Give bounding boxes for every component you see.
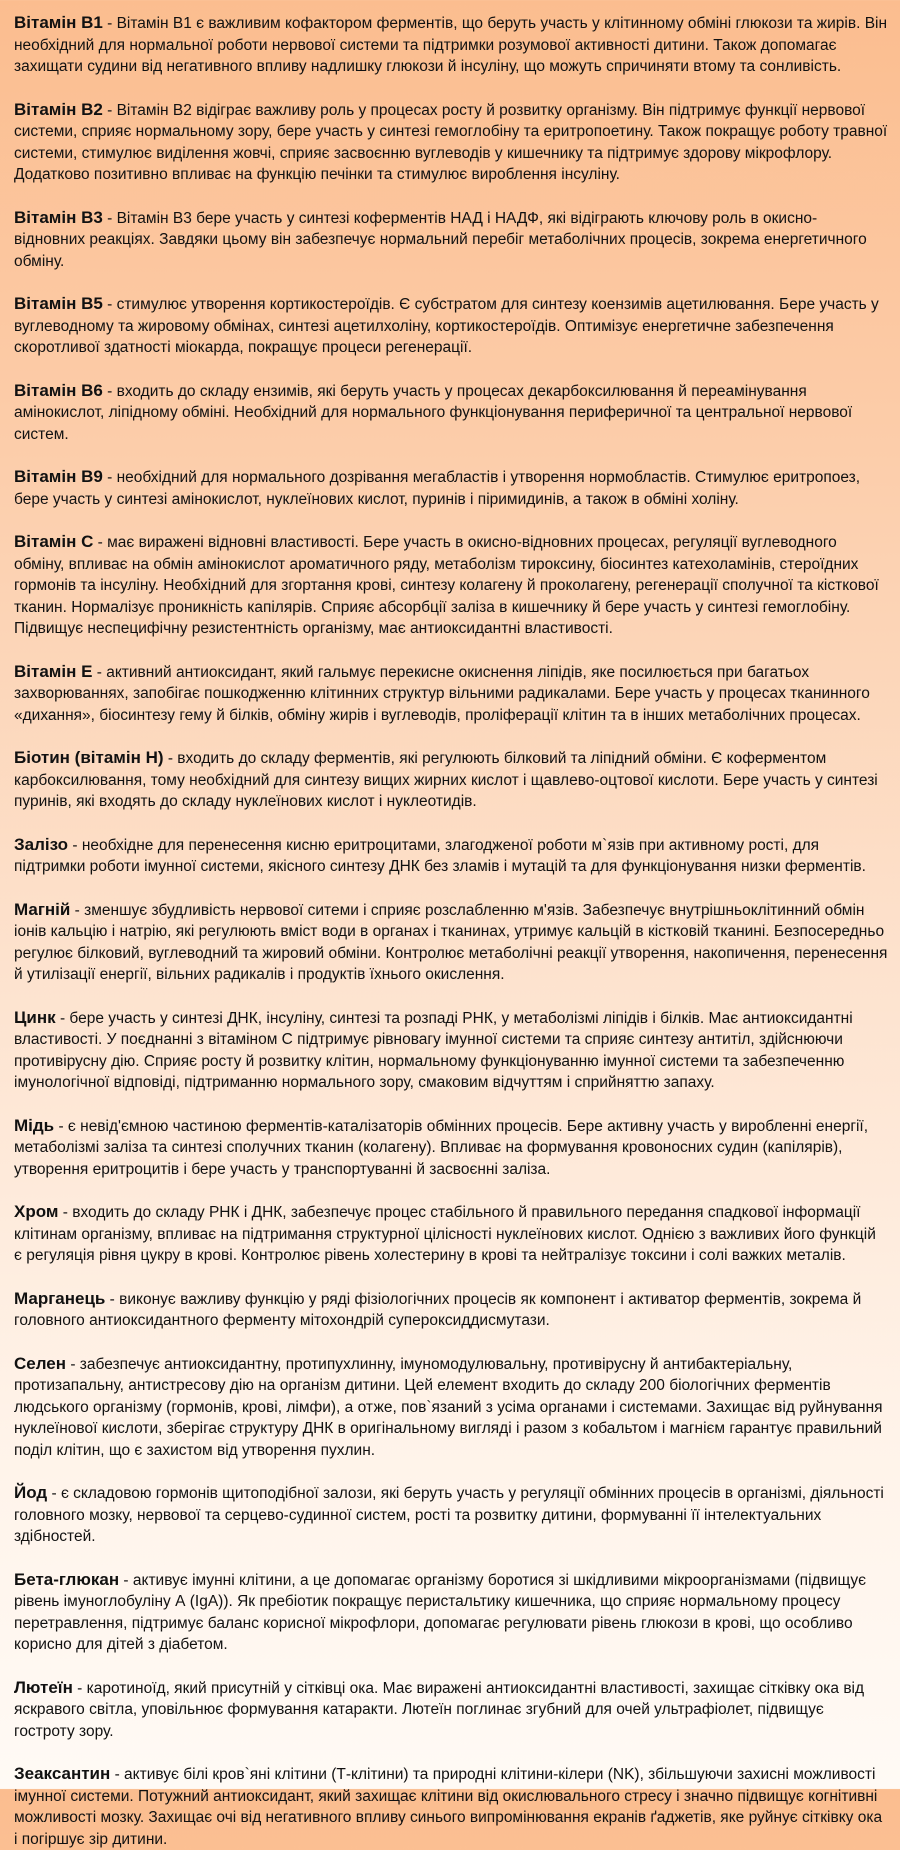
nutrient-name: Хром	[14, 1202, 59, 1221]
nutrient-description: - Вітамін В1 є важливим кофактором ферментів, що беруть участь у клітинному обміні глюкози та жирів. Він необхідний для нормальної роботи нервової системи та підтримки розумової активності дитини. Також допомагає захищати судини від негативного впливу надлишку глюкози й інсуліну, що можуть спричиняти втому та сонливість.	[14, 15, 888, 75]
nutrient-name: Вітамін Е	[14, 661, 93, 681]
nutrient-name: Лютеїн	[14, 1677, 73, 1697]
nutrient-item-biotin	[14, 747, 888, 813]
nutrient-name: Біотин (вітамін Н)	[14, 748, 164, 767]
nutrient-description: - необхідний для нормального дозрівання мегабластів і утворення нормобластів. Стимулює еритропоез, бере участь у синтезі амінокислот, нуклеїнових кислот, пуринів і піримидинів, а також в обміні холіну.	[14, 469, 861, 508]
nutrient-name: Зеаксантин	[14, 1764, 111, 1783]
nutrient-name: Марганець	[14, 1288, 106, 1308]
nutrient-item-chromium	[14, 1201, 888, 1267]
nutrient-item-iron	[14, 834, 888, 878]
nutrient-name: Вітамін С	[14, 532, 94, 551]
nutrient-item-iodine	[14, 1482, 888, 1548]
nutrient-item-magnesium	[14, 899, 888, 986]
nutrient-description: - зменшує збудливість нервової ситеми і сприяє розслабленню м'язів. Забезпечує внутрішньоклітинний обмін іонів кальцію і натрію, які регулюють вміст води в органах і тканинах, утримує кальцій в кістковій тканині. Безпосередньо регулює білковий, вуглеводний та жировий обміни. Контролює метаболічні реакції утворення, накопичення, перенесення й утилізації енергії, вільних радикалів і продуктів їхнього окислення.	[14, 901, 888, 983]
nutrient-item-b1	[14, 12, 888, 78]
nutrient-item-b5	[14, 293, 888, 359]
nutrient-description: - активує імунні клітини, а це допомагає організму боротися зі шкідливими мікроорганізмами (підвищує рівень імуноглобуліну А (IgA)). Як пребіотик покращує перистальтику кишечника, що сприяє нормальному процесу перетравлення, підтримує баланс корисної мікрофлори, допомагає регулювати рівень глюкози в крові, що особливо корисно для дітей з діабетом.	[14, 1571, 867, 1653]
nutrient-item-b3	[14, 207, 888, 273]
nutrient-description: - необхідне для перенесення кисню еритроцитами, злагодженої роботи м`язів при активному рості, для підтримки роботи імунної системи, якісного синтезу ДНК без зламів і мутацій та для функціонування низки ферментів.	[14, 836, 866, 875]
nutrient-description: - є складовою гормонів щитоподібної залози, які беруть участь у регуляції обмінних процесів в організмі, діяльності головного мозку, нервової та серцево-судинної систем, рості та розвитку дитини, формуванні її інтелектуальних здібностей.	[14, 1485, 884, 1545]
nutrient-description: - бере участь у синтезі ДНК, інсуліну, синтезі та розпаді РНК, у метаболізмі ліпідів і білків. Має антиоксидантні властивості. У поєднанні з вітаміном С підтримує рівновагу імунної системи та сприяє синтезу антитіл, здійснюючи противірусну дію. Сприяє росту й розвитку клітин, нормальному функціонуванню імунної системи та забезпеченню імунологічної відповіді, підтриманню нормального зору, смаковим відчуттям і сприйняттю запаху.	[14, 1009, 853, 1091]
nutrient-name: Мідь	[14, 1115, 55, 1135]
nutrient-description: - входить до складу ферментів, які регулюють білковий та ліпідний обміни. Є коферментом карбоксилювання, тому необхідний для синтезу вищих жирних кислот і щавлево-оцтової кислоти. Бере участь у синтезі пуринів, які входять до складу нуклеїнових кислот і нуклеотидів.	[14, 750, 878, 810]
nutrient-item-c	[14, 531, 888, 640]
nutrient-name: Вітамін В5	[14, 294, 103, 313]
nutrient-name: Магній	[14, 899, 71, 919]
nutrient-item-beta-glucan	[14, 1569, 888, 1656]
nutrient-description: - активний антиоксидант, який гальмує перекисне окиснення ліпідів, яке посилюється при багатьох захворюваннях, запобігає пошкодженню клітинних структур вільними радикалами. Бере участь у процесах тканинного «дихання», біосинтезу гему й білків, обміну жирів і вуглеводів, проліферації клітин та в інших метаболічних процесах.	[14, 663, 870, 724]
nutrient-description: - забезпечує антиоксидантну, протипухлинну, імуномодулювальну, противірусну й антибактеріальну, протизапальну, антистресову дію на організм дитини. Цей елемент входить до складу 200 біологічних ферментів людського організму (гормонів, крові, лімфи), а отже, пов`язаний з усіма органами і системами. Захищає від руйнування нуклеїнової кислоти, зберігає структуру ДНК в оригінальному вигляді і разом з кобальтом і магнієм гарантує правильний поділ клітин, що є захистом від утворення пухлин.	[14, 1355, 883, 1459]
nutrient-description: - каротиноїд, який присутній у сітківці ока. Має виражені антиоксидантні властивості, захищає сітківку ока від яскравого світла, уповільнює формування катаракти. Лютеїн поглинає згубний для очей ультрафіолет, підвищує гостроту зору.	[14, 1679, 865, 1740]
nutrient-description: - стимулює утворення кортикостероїдів. Є субстратом для синтезу коензимів ацетилювання. Бере участь у вуглеводному та жировому обмінах, синтезі ацетилхоліну, кортикостероїдів. Оптимізує енергетичне забезпечення скоротливої здатності міокарда, покращує процеси регенерації.	[14, 296, 879, 356]
nutrient-item-lutein	[14, 1677, 888, 1743]
nutrient-item-b2	[14, 99, 888, 186]
nutrient-name: Вітамін В9	[14, 467, 103, 486]
nutrient-item-copper	[14, 1115, 888, 1181]
nutrient-item-b6	[14, 380, 888, 446]
nutrient-name: Цинк	[14, 1007, 56, 1027]
nutrient-name: Вітамін В3	[14, 207, 103, 227]
nutrient-name: Бета-глюкан	[14, 1569, 120, 1589]
nutrient-description: - виконує важливу функцію у ряді фізіологічних процесів як компонент і активатор ферментів, зокрема й головного антиоксидантного ферменту мітохондрій супероксиддисмутази.	[14, 1290, 862, 1329]
nutrient-name: Вітамін В1	[14, 13, 103, 32]
nutrient-name: Вітамін В2	[14, 99, 103, 119]
nutrient-name: Селен	[14, 1353, 67, 1373]
nutrient-item-e	[14, 661, 888, 727]
nutrient-item-zinc	[14, 1007, 888, 1094]
nutrient-description: - входить до складу РНК і ДНК, забезпечує процес стабільного й правильного передання спадкової інформації клітинам організму, впливає на підтримання структурної цілісності нуклеїнових кислот. Однією з важливих його функцій є регуляція рівня цукру в крові. Контролює рівень холестерину в крові та нейтралізує токсини і солі важких металів.	[14, 1204, 876, 1264]
nutrient-description: - входить до складу ензимів, які беруть участь у процесах декарбоксилювання й переамінування амінокислот, ліпідному обміні. Необхідний для нормального функціонування периферичної та центральної нервової систем.	[14, 382, 853, 443]
nutrient-description: - має виражені відновні властивості. Бере участь в окисно-відновних процесах, регуляції вуглеводного обміну, впливає на обмін амінокислот ароматичного ряду, метаболізм тироксину, біосинтез катехоламінів, стероїдних гормонів та інсуліну. Необхідний для згортання крові, синтезу колагену й проколагену, регенерації сполучної та кісткової тканин. Нормалізує проникність капілярів. Сприяє абсорбції заліза в кишечнику й бере участь у синтезі гемоглобіну. Підвищує неспецифічну резистентність організму, має антиоксидантні властивості.	[14, 534, 879, 637]
nutrient-description: - є невід'ємною частиною ферментів-каталізаторів обмінних процесів. Бере активну участь у виробленні енергії, метаболізмі заліза та синтезі сполучних тканин (колагену). Впливає на формування кровоносних судин (капілярів), утворення еритроцитів і бере участь у транспортуванні й засвоєнні заліза.	[14, 1117, 869, 1178]
nutrient-description: - Вітамін В2 відіграє важливу роль у процесах росту й розвитку організму. Він підтримує функції нервової системи, сприяє нормальному зору, бере участь у синтезі гемоглобіну та еритропоетину. Також покращує роботу травної системи, стимулює виділення жовчі, сприяє засвоєнню вуглеводів у кишечнику та підтримує здорову мікрофлору. Додатково позитивно впливає на функцію печінки та стимулює вироблення інсуліну.	[14, 101, 888, 183]
nutrient-item-manganese	[14, 1288, 888, 1332]
nutrient-item-b9	[14, 466, 888, 510]
nutrient-item-zeaxanthin	[14, 1763, 888, 1850]
nutrient-description: - Вітамін В3 бере участь у синтезі коферментів НАД і НАДФ, які відіграють ключову роль в окисно-відновних реакціях. Завдяки цьому він забезпечує нормальний перебіг метаболічних процесів, зокрема енергетичного обміну.	[14, 209, 867, 270]
nutrient-name: Йод	[14, 1483, 48, 1502]
nutrient-name: Вітамін В6	[14, 380, 103, 400]
nutrient-name: Залізо	[14, 834, 69, 854]
nutrient-description: - активує білі кров`яні клітини (Т-клітини) та природні клітини-кілери (NK), збільшуючи захисні можливості імунної системи. Потужний антиоксидант, який захищає клітини від окислювального стресу і значно підвищує когнітивні можливості мозку. Захищає очі від негативного впливу синього випромінювання екранів ґаджетів, яке руйнує сітківку ока і погіршує зір дитини.	[14, 1766, 883, 1848]
nutrient-item-selenium	[14, 1353, 888, 1462]
